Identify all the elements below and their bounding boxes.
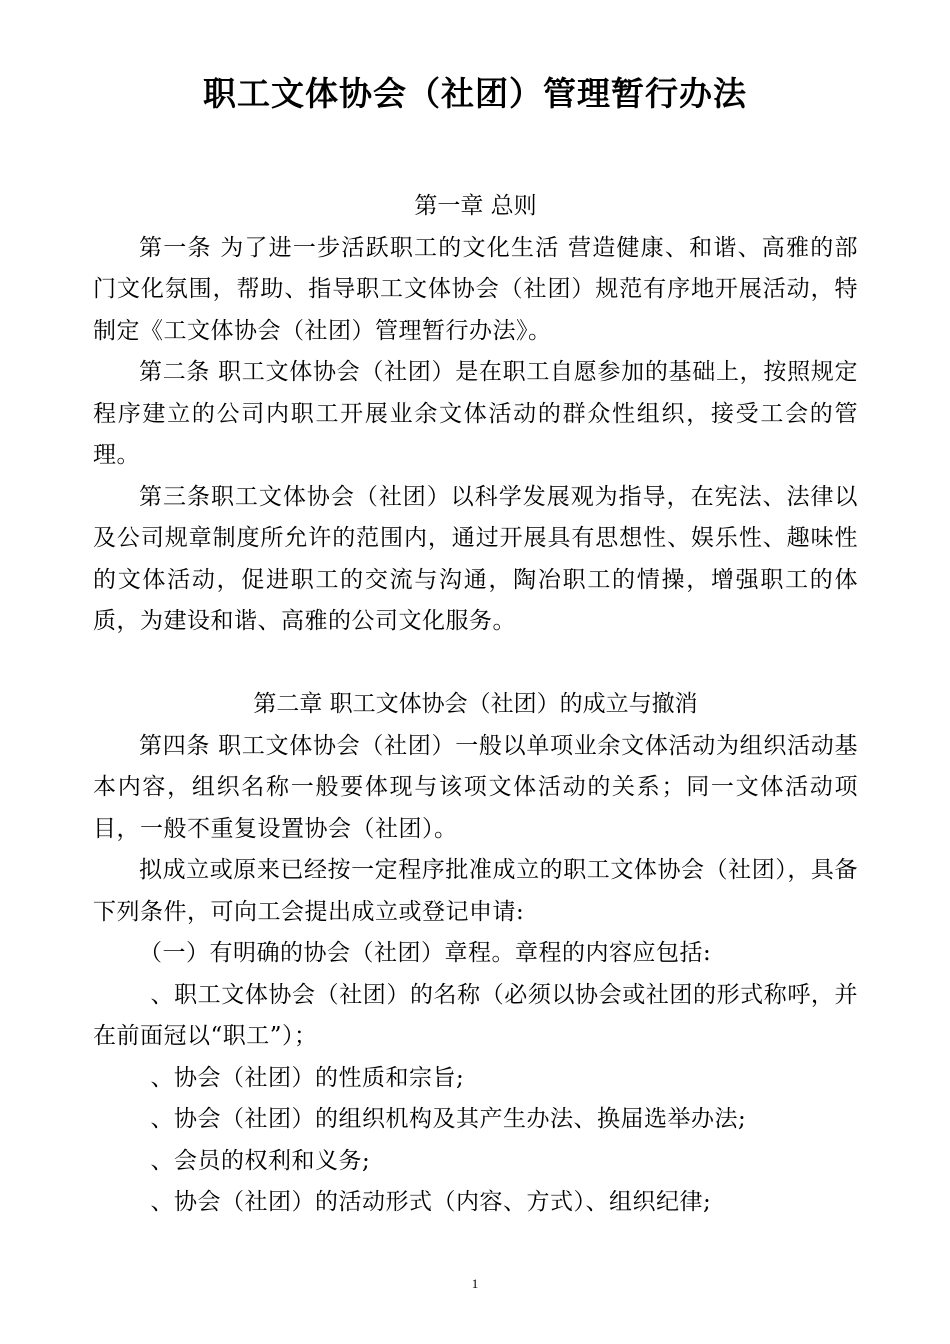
- document-body: [93, 186, 858, 1224]
- application-conditions-paragraph: 拟成立或原来已经按一定程序批准成立的职工文体协会（社团），具备下列条件，可向工会提出成立或登记申请:: [93, 857, 858, 925]
- chapter-2-heading: 第二章 职工文体协会（社团）的成立与撤消: [253, 691, 698, 717]
- document-title: 职工文体协会（社团）管理暂行办法: [203, 74, 747, 113]
- condition-1-paragraph: （一）有明确的协会（社团）章程。章程的内容应包括:: [139, 940, 712, 966]
- charter-item-structure: 、协会（社团）的组织机构及其产生办法、换届选举办法;: [150, 1106, 747, 1132]
- charter-item-activities: 、协会（社团）的活动形式（内容、方式）、组织纪律;: [150, 1189, 712, 1215]
- article-3-paragraph: 第三条职工文体协会（社团）以科学发展观为指导，在宪法、法律以及公司规章制度所允许的范围内，通过开展具有思想性、娱乐性、趣味性的文体活动，促进职工的交流与沟通，陶冶职工的情操，增强职工的体质，为建设和谐、高雅的公司文化服务。: [93, 483, 858, 634]
- charter-item-name: 、职工文体协会（社团）的名称（必须以协会或社团的形式称呼，并在前面冠以“职工”）；: [93, 981, 858, 1049]
- chapter-1-heading: 第一章 总则: [414, 193, 537, 219]
- article-1-paragraph: 第一条 为了进一步活跃职工的文化生活 营造健康、和谐、高雅的部门文化氛围，帮助、指导职工文体协会（社团）规范有序地开展活动，特制定《工文体协会（社团）管理暂行办法》。: [93, 234, 858, 344]
- article-4-paragraph: 第四条 职工文体协会（社团）一般以单项业余文体活动为组织活动基本内容，组织名称一般要体现与该项文体活动的关系；同一文体活动项目，一般不重复设置协会（社团）。: [93, 732, 858, 842]
- charter-item-member-rights: 、会员的权利和义务;: [150, 1147, 371, 1174]
- page-number: 1: [471, 1276, 479, 1291]
- article-2-paragraph: 第二条 职工文体协会（社团）是在职工自愿参加的基础上，按照规定程序建立的公司内职工开展业余文体活动的群众性组织，接受工会的管理。: [93, 359, 858, 468]
- charter-item-nature: 、协会（社团）的性质和宗旨;: [150, 1064, 465, 1091]
